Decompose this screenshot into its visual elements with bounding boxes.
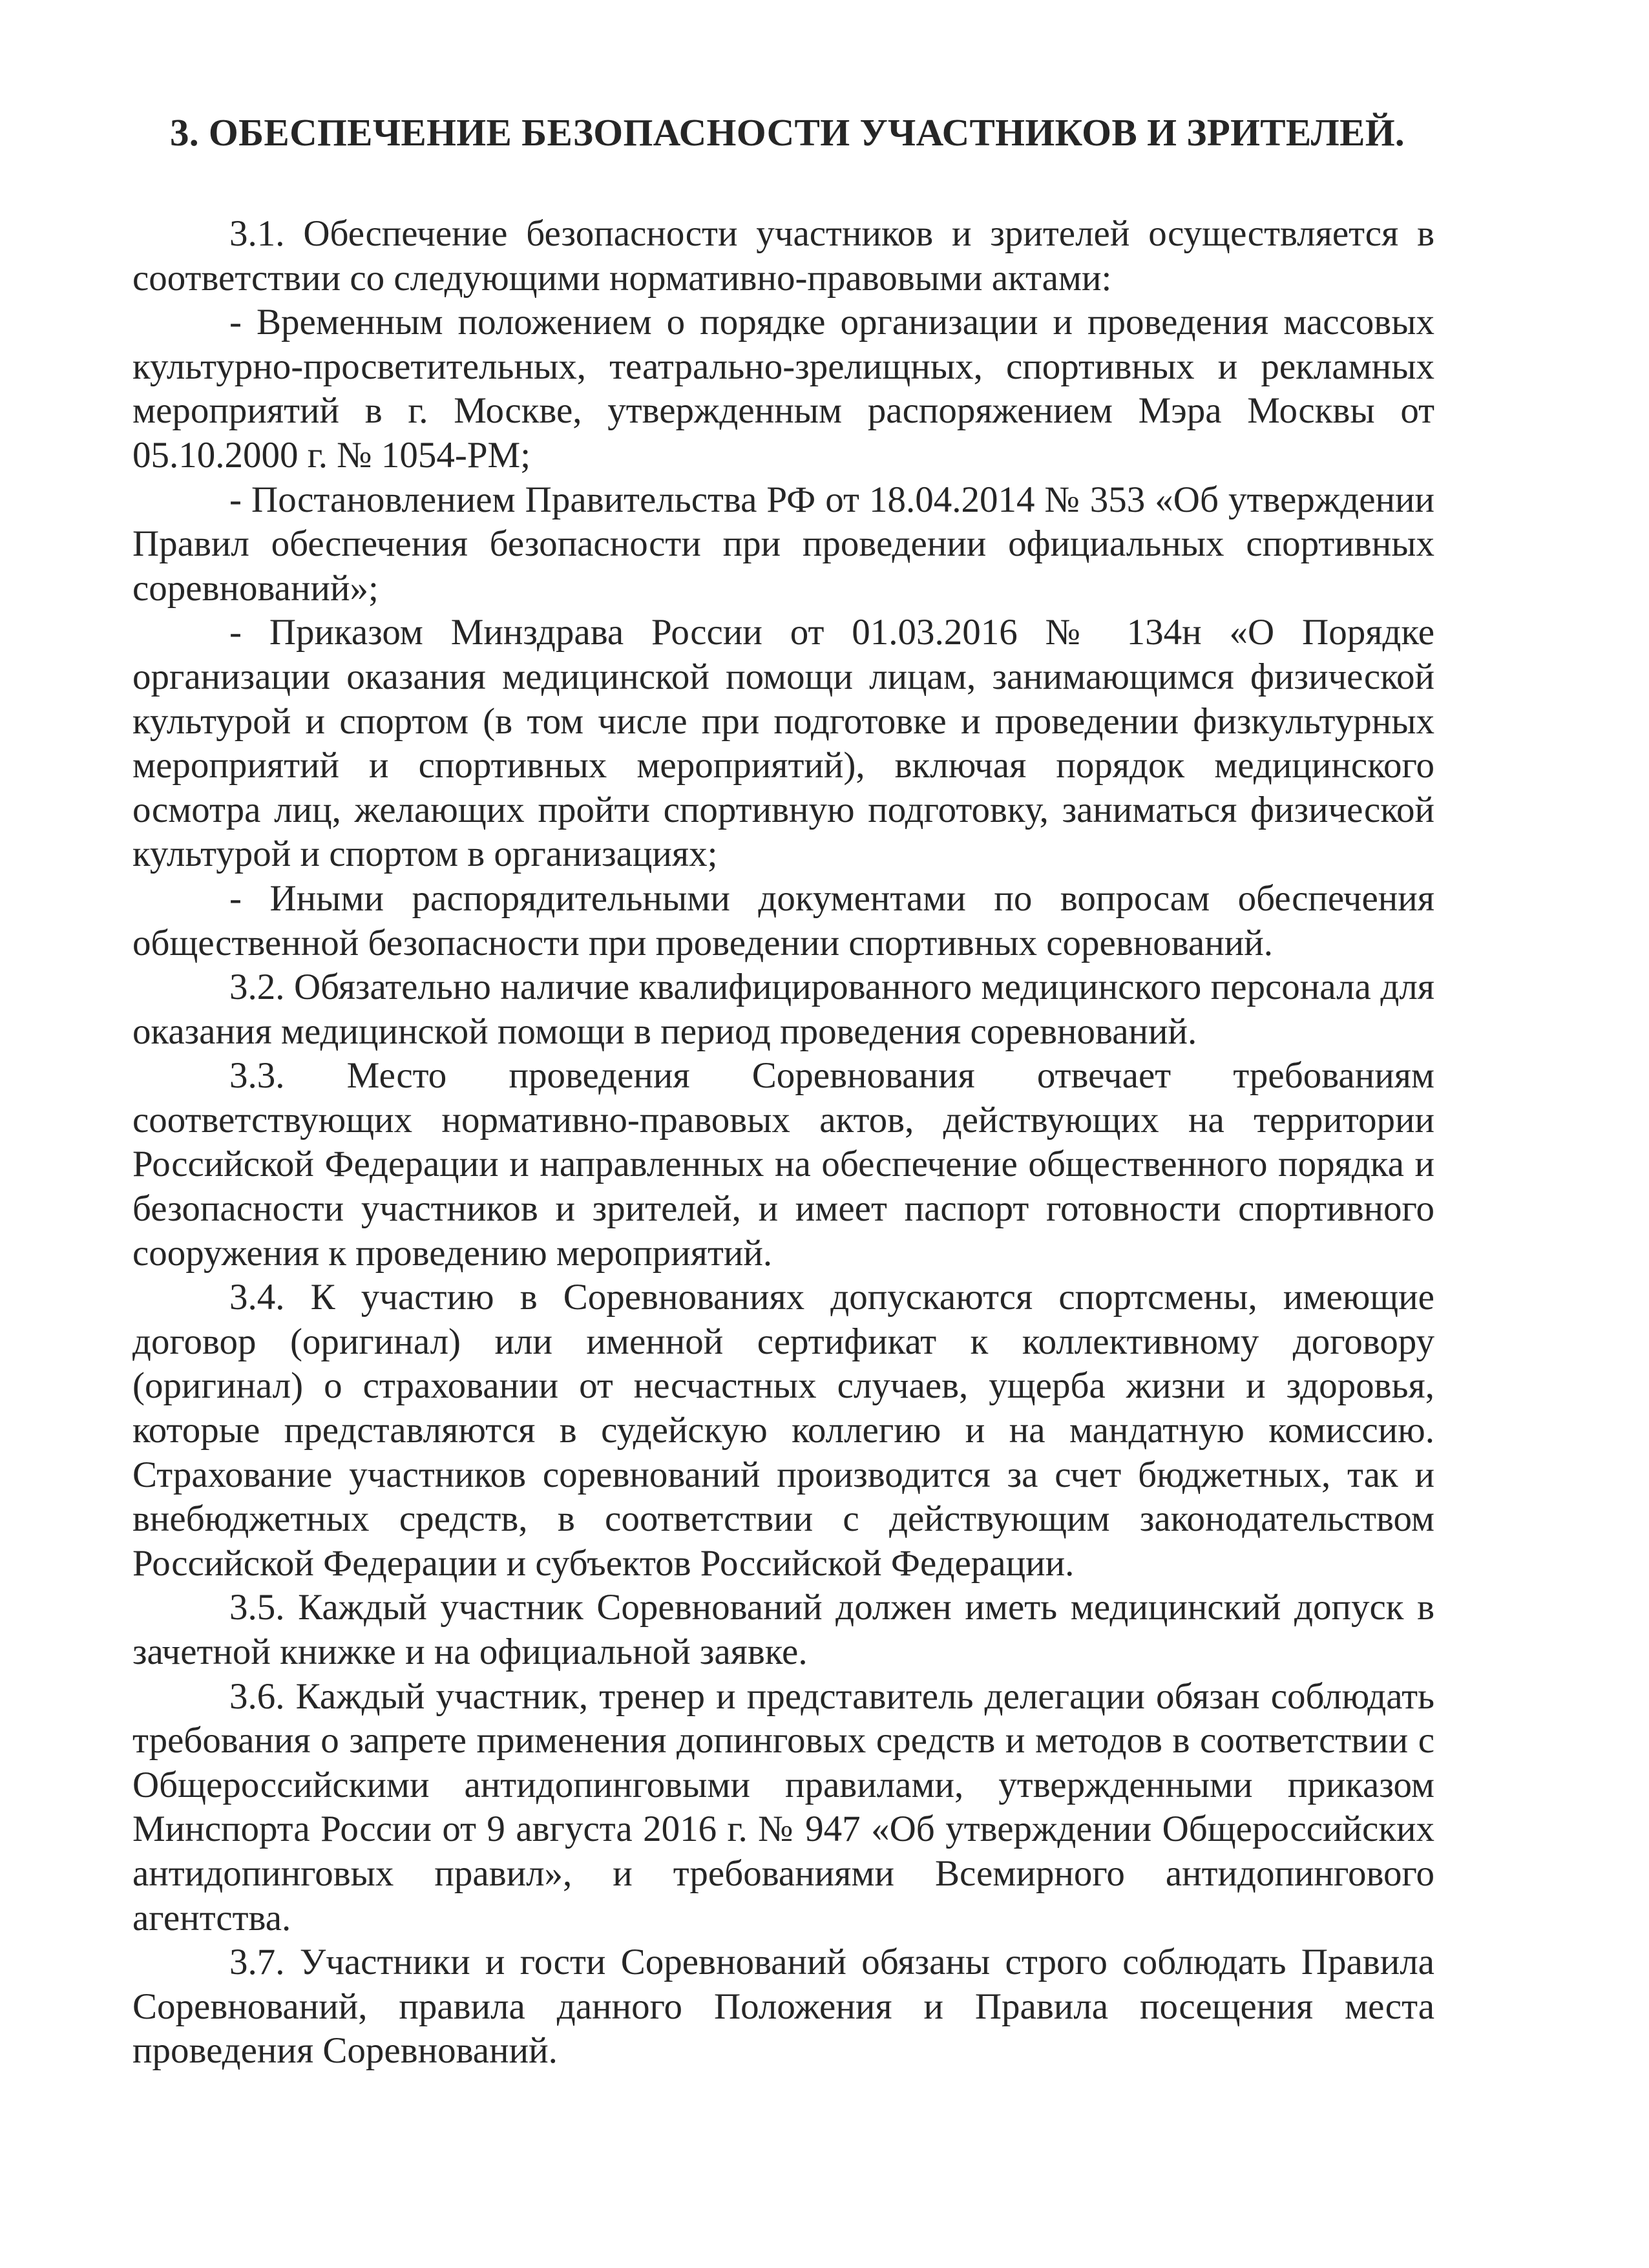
list-item-health-ministry-order: - Приказом Минздрава России от 01.03.2016 № 134н «О Порядке организации оказания медицинской помощи лицам, занимающимся физической культурой и спортом (в том числе при подготовке и проведении физкультурных мероприятий и спортивных мероприятий), включая порядок медицинского осмотра лиц, желающих пройти спортивную подготовку, заниматься физической культурой и спортом в организациях;: [132, 612, 1434, 875]
paragraph-3-7: 3.7. Участники и гости Соревнований обязаны строго соблюдать Правила Соревнований, правила данного Положения и Правила посещения места проведения Соревнований.: [132, 1942, 1434, 2072]
list-item-government-resolution: - Постановлением Правительства РФ от 18.04.2014 № 353 «Об утверждении Правил обеспечения безопасности при проведении официальных спортивных соревнований»;: [132, 479, 1434, 609]
paragraph-3-6: 3.6. Каждый участник, тренер и представитель делегации обязан соблюдать требования о запрете применения допинговых средств и методов в соответствии с Общероссийскими антидопинговыми правилами, утвержденными приказом Минспорта России от 9 августа 2016 г. № 947 «Об утверждении Общероссийских антидопинговых правил», и требованиями Всемирного антидопингового агентства.: [132, 1675, 1434, 1938]
document-page: [132, 107, 1434, 2074]
paragraph-3-5: 3.5. Каждый участник Соревнований должен иметь медицинский допуск в зачетной книжке и на официальной заявке.: [132, 1587, 1434, 1672]
paragraph-3-4: 3.4. К участию в Соревнованиях допускаются спортсмены, имеющие договор (оригинал) или именной сертификат к коллективному договору (оригинал) о страховании от несчастных случаев, ущерба жизни и здоровья, которые представляются в судейскую коллегию и на мандатную комиссию. Страхование участников соревнований производится за счет бюджетных, так и внебюджетных средств, в соответствии с действующим законодательством Российской Федерации и субъектов Российской Федерации.: [132, 1277, 1434, 1584]
section-title: 3. ОБЕСПЕЧЕНИЕ БЕЗОПАСНОСТИ УЧАСТНИКОВ И ЗРИТЕЛЕЙ.: [170, 111, 1405, 154]
paragraph-3-2: 3.2. Обязательно наличие квалифицированного медицинского персонала для оказания медицинской помощи в период проведения соревнований.: [132, 967, 1434, 1052]
paragraph-3-1: 3.1. Обеспечение безопасности участников и зрителей осуществляется в соответствии со следующими нормативно-правовыми актами:: [132, 213, 1434, 299]
list-item-temporary-regulation: - Временным положением о порядке организации и проведения массовых культурно-просветительных, театрально-зрелищных, спортивных и рекламных мероприятий в г. Москве, утвержденным распоряжением Мэра Москвы от 05.10.2000 г. № 1054-РМ;: [132, 302, 1434, 476]
paragraph-3-3: 3.3. Место проведения Соревнования отвечает требованиям соответствующих нормативно-правовых актов, действующих на территории Российской Федерации и направленных на обеспечение общественного порядка и безопасности участников и зрителей, и имеет паспорт готовности спортивного сооружения к проведению мероприятий.: [132, 1055, 1434, 1274]
list-item-other-documents: - Иными распорядительными документами по вопросам обеспечения общественной безопасности при проведении спортивных соревнований.: [132, 877, 1434, 963]
